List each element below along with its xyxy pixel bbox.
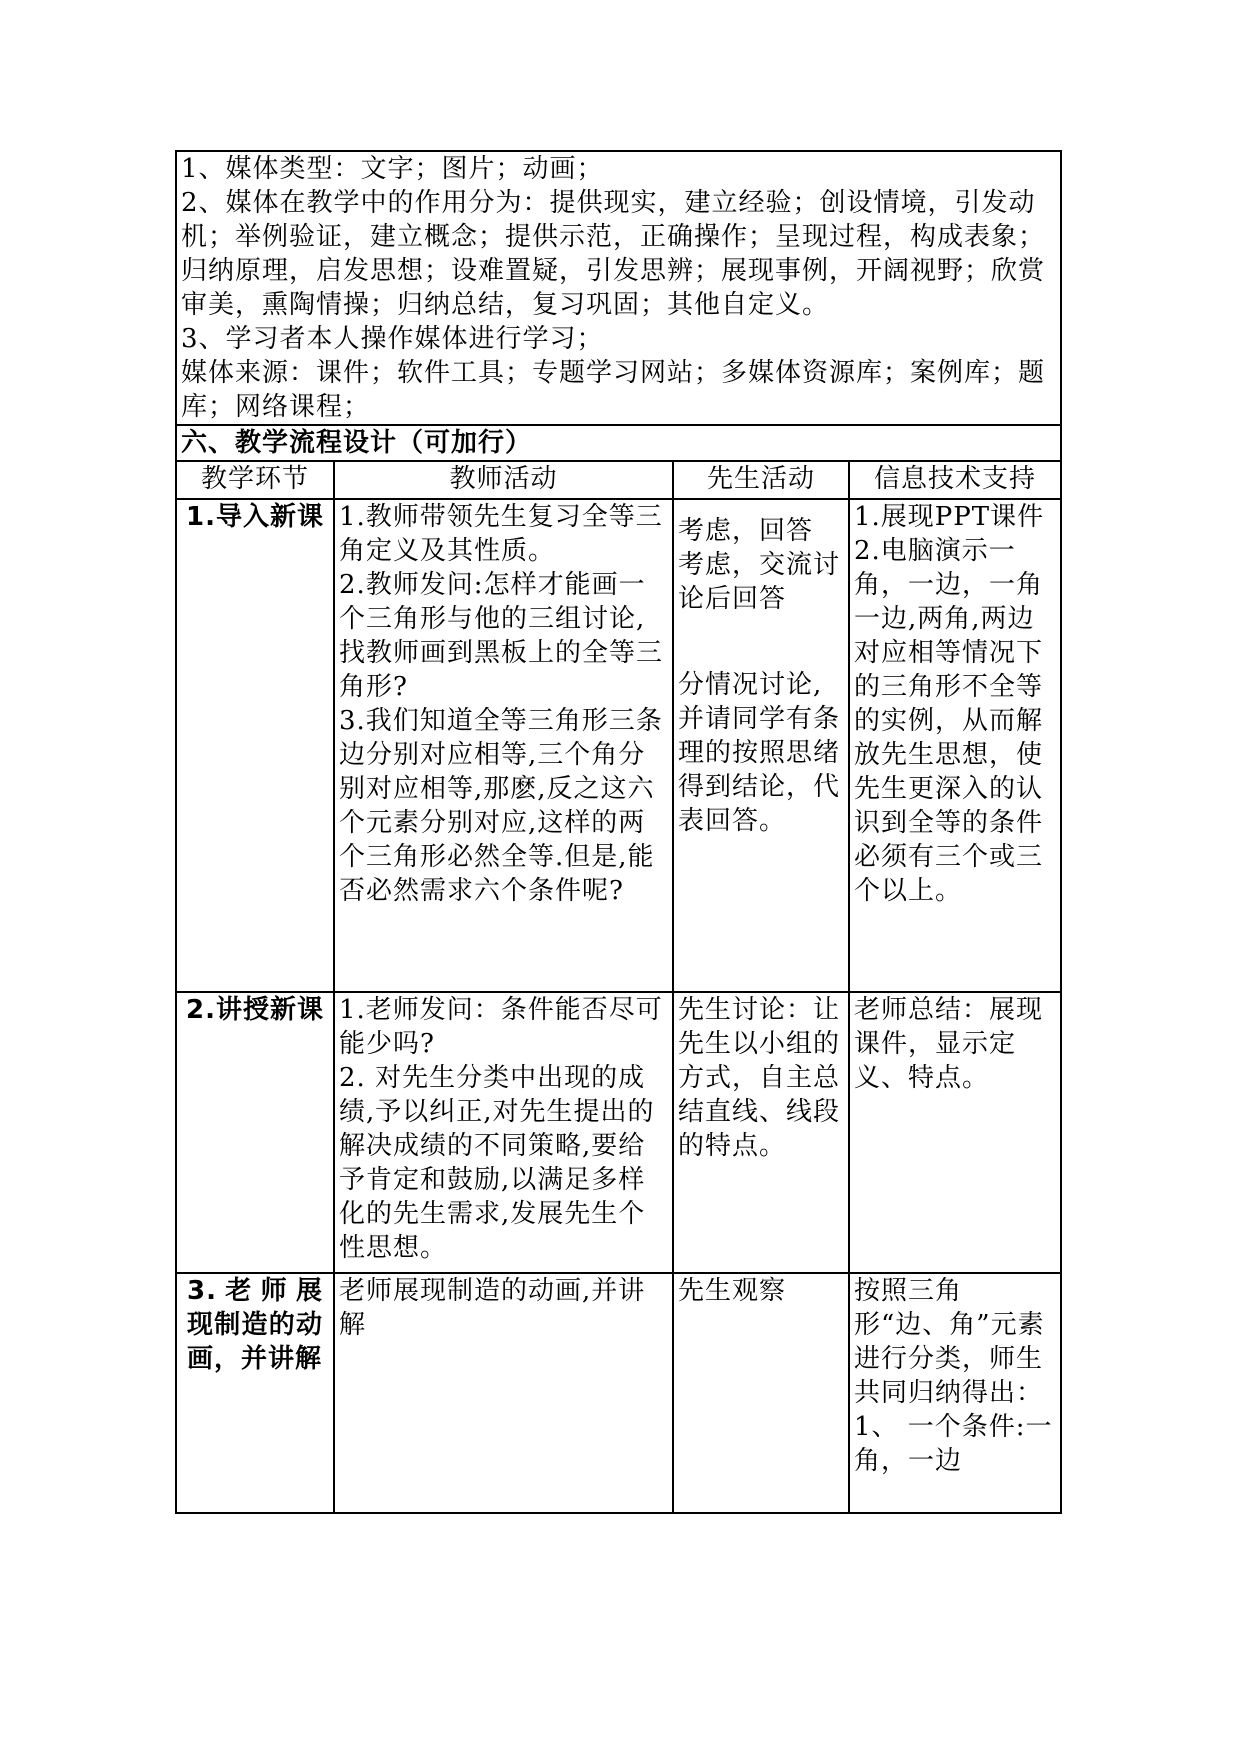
- media-role-line: 2、媒体在教学中的作用分为：提供现实，建立经验；创设情境，引发动机；举例验证，建立概念；提供示范，正确操作；呈现过程，构成表象；归纳原理，启发思想；设难置疑，引发思辨；展现事例，开阔视野；欣赏审美，熏陶情操；归纳总结，复习巩固；其他自定义。: [181, 188, 1046, 320]
- table-row: [176, 992, 1061, 1273]
- media-type-line: 1、媒体类型：文字；图片；动画；: [181, 154, 604, 184]
- teacher-activity-cell: [334, 499, 673, 992]
- media-operation-line: 3、学习者本人操作媒体进行学习；: [181, 324, 604, 354]
- teacher-activity-text: 1.教师带领先生复习全等三角定义及其性质。 2.教师发问:怎样才能画一个三角形与他的三组讨论,找教师画到黑板上的全等三角形? 3.我们知道全等三角形三条边分别对应相等,三个角分别对应相等,那麽,反之这六个元素分别对应,这样的两个三角形必然全等.但是,能否必然需求六个条件呢?: [339, 502, 664, 906]
- media-section-row: [176, 151, 1061, 425]
- stage-cell: 3.老师展现制造的动画，并讲解: [176, 1273, 334, 1513]
- student-activity-text-b: 分情况讨论,并请同学有条理的按照思绪得到结论，代表回答。: [678, 670, 841, 836]
- section-title: 六、教学流程设计（可加行）: [176, 425, 1061, 461]
- lesson-plan-table: [175, 150, 1062, 1514]
- media-section-cell: [176, 151, 1061, 425]
- tech-support-text: 老师总结：展现课件，显示定义、特点。: [854, 995, 1044, 1093]
- section-title-row: [176, 425, 1061, 461]
- teacher-activity-cell: [334, 1273, 673, 1513]
- student-activity-cell: [673, 1273, 849, 1513]
- student-activity-text: 先生讨论：让先生以小组的方式，自主总结直线、线段的特点。: [678, 995, 841, 1161]
- teacher-activity-text: 1.老师发问：条件能否尽可能少吗? 2. 对先生分类中出现的成绩,予以纠正,对先生提出的解决成绩的不同策略,要给予肯定和鼓励,以满足多样化的先生需求,发展先生个性思想。: [339, 995, 663, 1263]
- media-source-line: 媒体来源：课件；软件工具；专题学习网站；多媒体资源库；案例库；题库；网络课程；: [181, 358, 1046, 422]
- student-activity-text-a: 考虑，回答 考虑，交流讨论后回答: [678, 516, 841, 614]
- teacher-activity-text: 老师展现制造的动画,并讲解: [339, 1276, 646, 1340]
- stage-cell: 1.导入新课: [176, 499, 334, 992]
- tech-support-cell: [849, 992, 1061, 1273]
- teacher-activity-cell: [334, 992, 673, 1273]
- header-teacher: 教师活动: [334, 461, 673, 499]
- tech-support-cell: [849, 499, 1061, 992]
- tech-support-text: 按照三角形“边、角”元素进行分类，师生共同归纳得出： 1、 一个条件:一角，一边: [854, 1276, 1053, 1476]
- student-activity-text: 先生观察: [678, 1276, 787, 1306]
- tech-support-cell: [849, 1273, 1061, 1513]
- student-activity-cell: [673, 499, 849, 992]
- column-header-row: [176, 461, 1061, 499]
- tech-support-text: 1.展现PPT课件 2.电脑演示一角，一边，一角一边,两角,两边对应相等情况下的三角形不全等的实例，从而解放先生思想，使先生更深入的认识到全等的条件必须有三个或三个以上。: [854, 502, 1045, 906]
- table-row: [176, 1273, 1061, 1513]
- table-row: [176, 499, 1061, 992]
- header-tech: 信息技术支持: [849, 461, 1061, 499]
- student-activity-cell: [673, 992, 849, 1273]
- header-stage: 教学环节: [176, 461, 334, 499]
- stage-cell: 2.讲授新课: [176, 992, 334, 1273]
- header-student: 先生活动: [673, 461, 849, 499]
- cell-spacer: [678, 616, 844, 668]
